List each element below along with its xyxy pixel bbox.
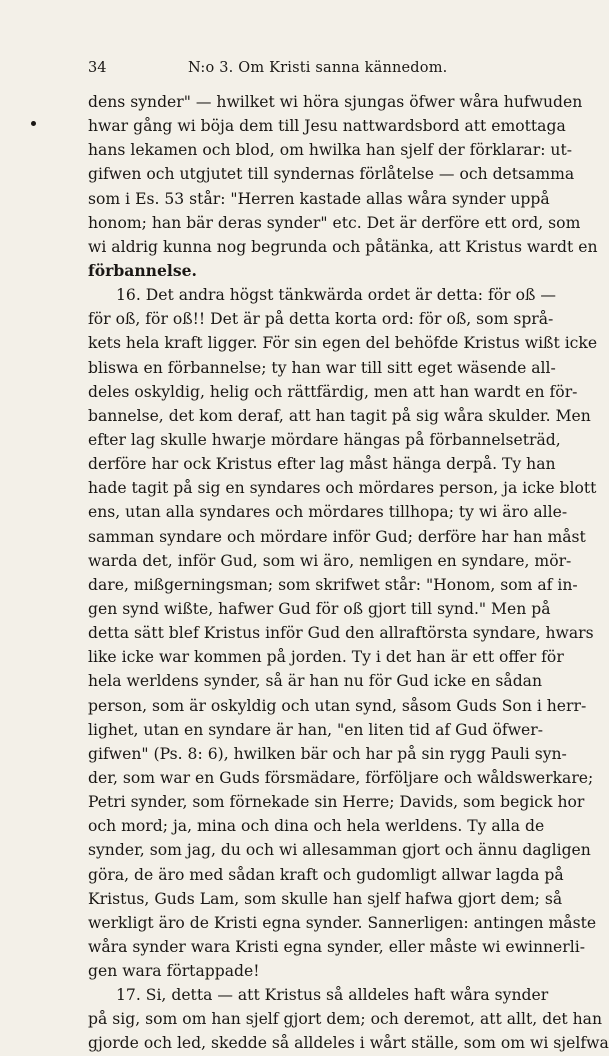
text-line: hade tagit på sig en syndares och mördares person, ja icke blott — [88, 479, 597, 498]
text-line: warda det, inför Gud, som wi äro, nemligen en syndare, mör- — [88, 551, 572, 570]
text-line: derföre har ock Kristus efter lag måst hänga derpå. Ty han — [88, 455, 556, 474]
text-line: wi aldrig kunna nog begrunda och påtänka, att Kristus wardt en — [88, 237, 598, 256]
text-line: ens, utan alla syndares och mördares tillhopa; ty wi äro alle- — [88, 503, 568, 522]
text-line: deles oskyldig, helig och rättfärdig, men att han wardt en för- — [88, 382, 578, 401]
page-number: 34 — [88, 60, 107, 76]
text-line: förbannelse. — [88, 260, 197, 280]
running-head: N:o 3. Om Kristi sanna kännedom. — [188, 60, 448, 76]
page-header — [88, 60, 538, 82]
text-line: synder, som jag, du och wi allesamman gjort och ännu dagligen — [88, 841, 591, 860]
text-line: gen wara förtappade! — [88, 962, 260, 981]
text-line: bannelse, det kom deraf, att han tagit på sig wåra skulder. Men — [88, 406, 591, 425]
paragraph-16-start: 16. Det andra högst tänkwärda ordet är detta: för oß — — [116, 286, 556, 305]
text-line: dens synder" — hwilket wi höra sjungas öfwer wåra hufwuden — [88, 93, 583, 111]
text-line: för oß, för oß!! Det är på detta korta ord: för oß, som språ- — [88, 310, 554, 329]
text-line: bliswa en förbannelse; ty han war till sitt eget wäsende all- — [88, 358, 556, 377]
text-line: gifwen" (Ps. 8: 6), hwilken bär och har på sin rygg Pauli syn- — [88, 744, 567, 763]
text-line: der, som war en Guds försmädare, förföljare och wåldswerkare; — [88, 768, 594, 787]
text-line: hans lekamen och blod, om hwilka han sjelf der förklarar: ut- — [88, 141, 572, 160]
text-line: Petri synder, som förnekade sin Herre; Davids, som begick hor — [88, 793, 585, 812]
text-line: werkligt äro de Kristi egna synder. Sannerligen: antingen måste — [88, 913, 597, 932]
text-line: på sig, som om han sjelf gjort dem; och deremot, att allt, det han — [88, 1010, 603, 1029]
text-line: like icke war kommen på jorden. Ty i det han är ett offer för — [88, 648, 564, 667]
margin-mark — [31, 121, 36, 126]
text-line: samman syndare och mördare inför Gud; derföre har han måst — [88, 527, 586, 546]
text-line: som i Es. 53 står: "Herren kastade allas wåra synder uppå — [88, 189, 550, 208]
text-line: efter lag skulle hwarje mördare hängas på förbannelseträd, — [88, 430, 561, 449]
text-line: Kristus, Guds Lam, som skulle han sjelf hafwa gjort dem; så — [88, 889, 563, 908]
text-line: dare, mißgerningsman; som skrifwet står: "Honom, som af in- — [88, 575, 578, 594]
body-text — [88, 90, 609, 1056]
text-line: gifwen och utgjutet till syndernas förlåtelse — och detsamma — [88, 165, 575, 184]
text-line: person, som är oskyldig och utan synd, såsom Guds Son i herr- — [88, 696, 587, 715]
text-line: hela werldens synder, så är han nu för Gud icke en sådan — [88, 672, 543, 691]
text-line: gjorde och led, skedde så alldeles i wårt ställe, som om wi sjelfwa — [88, 1034, 609, 1053]
text-line: honom; han bär deras synder" etc. Det är derföre ett ord, som — [88, 213, 581, 232]
text-line: hwar gång wi böja dem till Jesu nattwardsbord att emottaga — [88, 117, 566, 136]
text-line: detta sätt blef Kristus inför Gud den allraftörsta syndare, hwars — [88, 624, 594, 643]
text-line: wåra synder wara Kristi egna synder, eller måste wi ewinnerli- — [88, 937, 585, 956]
text-line: lighet, utan en syndare är han, "en liten tid af Gud öfwer- — [88, 720, 544, 739]
text-line: gen synd wißte, hafwer Gud för oß gjort till synd." Men på — [88, 599, 551, 618]
paragraph-17-start: 17. Si, detta — att Kristus så alldeles haft wåra synder — [116, 986, 549, 1005]
text-line: göra, de äro med sådan kraft och gudomligt allwar lagda på — [88, 865, 564, 884]
text-line: och mord; ja, mina och dina och hela werldens. Ty alla de — [88, 817, 545, 836]
text-line: kets hela kraft ligger. För sin egen del behöfde Kristus wißt icke — [88, 334, 598, 353]
